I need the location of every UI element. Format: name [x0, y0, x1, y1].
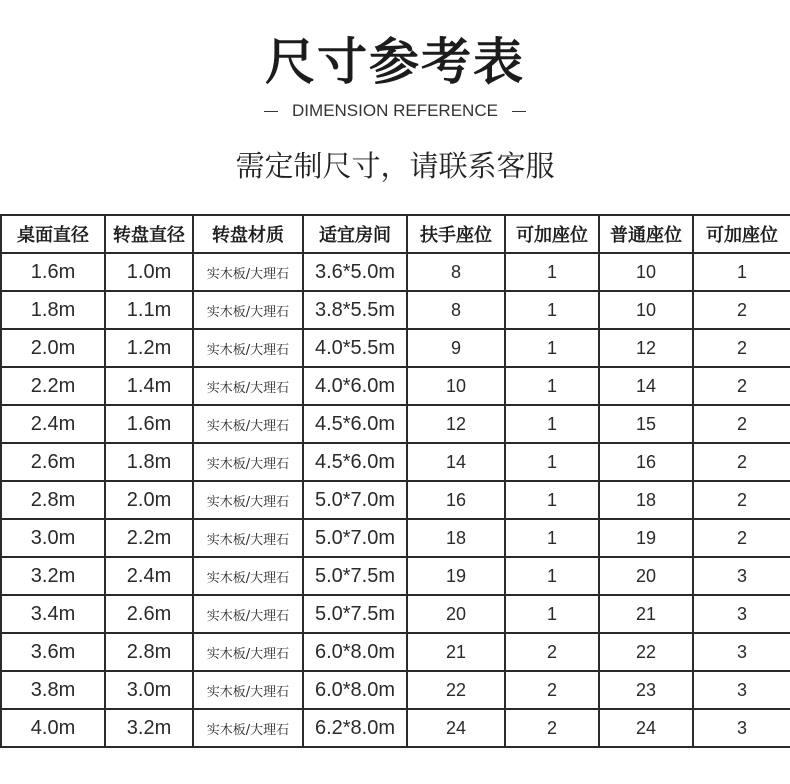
cell-table-diameter: 3.4m [1, 595, 105, 633]
cell-extra-seats-1: 1 [505, 367, 599, 405]
cell-extra-seats-1: 1 [505, 519, 599, 557]
cell-armchair-seats: 20 [407, 595, 505, 633]
table-row [1, 253, 790, 291]
cell-room-size: 4.0*5.5m [303, 329, 407, 367]
cell-extra-seats-2: 3 [693, 709, 790, 747]
custom-size-note: 需定制尺寸，请联系客服 [235, 149, 555, 183]
table-row [1, 329, 790, 367]
cell-room-size: 4.0*6.0m [303, 367, 407, 405]
cell-extra-seats-2: 3 [693, 557, 790, 595]
cell-turntable-material: 实木板/大理石 [193, 671, 303, 709]
cell-armchair-seats: 22 [407, 671, 505, 709]
cell-regular-seats: 22 [599, 633, 693, 671]
cell-turntable-material: 实木板/大理石 [193, 709, 303, 747]
cell-room-size: 6.0*8.0m [303, 671, 407, 709]
table-row [1, 443, 790, 481]
cell-extra-seats-1: 1 [505, 253, 599, 291]
cell-turntable-diameter: 1.8m [105, 443, 193, 481]
cell-extra-seats-1: 1 [505, 443, 599, 481]
cell-regular-seats: 21 [599, 595, 693, 633]
cell-turntable-material: 实木板/大理石 [193, 253, 303, 291]
table-header-row [1, 215, 790, 253]
table-row [1, 481, 790, 519]
cell-extra-seats-1: 1 [505, 405, 599, 443]
cell-extra-seats-1: 1 [505, 329, 599, 367]
header-armchair-seats: 扶手座位 [407, 215, 505, 253]
cell-extra-seats-2: 1 [693, 253, 790, 291]
cell-turntable-material: 实木板/大理石 [193, 557, 303, 595]
subtitle-right-dash [512, 111, 526, 112]
cell-armchair-seats: 12 [407, 405, 505, 443]
cell-turntable-diameter: 2.2m [105, 519, 193, 557]
cell-armchair-seats: 16 [407, 481, 505, 519]
cell-armchair-seats: 14 [407, 443, 505, 481]
cell-extra-seats-2: 2 [693, 481, 790, 519]
cell-extra-seats-1: 2 [505, 633, 599, 671]
cell-regular-seats: 23 [599, 671, 693, 709]
cell-extra-seats-1: 1 [505, 291, 599, 329]
cell-turntable-diameter: 1.1m [105, 291, 193, 329]
cell-table-diameter: 2.2m [1, 367, 105, 405]
header-extra-seats-2: 可加座位 [693, 215, 790, 253]
cell-turntable-diameter: 1.0m [105, 253, 193, 291]
cell-room-size: 3.8*5.5m [303, 291, 407, 329]
cell-extra-seats-1: 2 [505, 671, 599, 709]
table-row [1, 367, 790, 405]
cell-turntable-material: 实木板/大理石 [193, 519, 303, 557]
header-regular-seats: 普通座位 [599, 215, 693, 253]
cell-regular-seats: 19 [599, 519, 693, 557]
cell-room-size: 3.6*5.0m [303, 253, 407, 291]
page-title: 尺寸参考表 [265, 33, 525, 91]
cell-armchair-seats: 18 [407, 519, 505, 557]
cell-turntable-diameter: 1.6m [105, 405, 193, 443]
cell-room-size: 6.2*8.0m [303, 709, 407, 747]
header-extra-seats-1: 可加座位 [505, 215, 599, 253]
cell-room-size: 5.0*7.5m [303, 595, 407, 633]
cell-turntable-diameter: 1.2m [105, 329, 193, 367]
cell-room-size: 5.0*7.0m [303, 481, 407, 519]
cell-turntable-material: 实木板/大理石 [193, 595, 303, 633]
cell-extra-seats-2: 2 [693, 443, 790, 481]
cell-regular-seats: 10 [599, 291, 693, 329]
cell-extra-seats-1: 1 [505, 595, 599, 633]
cell-regular-seats: 16 [599, 443, 693, 481]
cell-turntable-diameter: 3.2m [105, 709, 193, 747]
cell-armchair-seats: 19 [407, 557, 505, 595]
cell-regular-seats: 24 [599, 709, 693, 747]
subtitle-left-dash [264, 111, 278, 112]
cell-regular-seats: 15 [599, 405, 693, 443]
table-row [1, 709, 790, 747]
cell-table-diameter: 1.8m [1, 291, 105, 329]
cell-extra-seats-2: 3 [693, 633, 790, 671]
cell-armchair-seats: 9 [407, 329, 505, 367]
cell-table-diameter: 3.0m [1, 519, 105, 557]
cell-turntable-diameter: 1.4m [105, 367, 193, 405]
cell-armchair-seats: 24 [407, 709, 505, 747]
dimension-table [0, 214, 790, 748]
cell-extra-seats-2: 3 [693, 595, 790, 633]
cell-extra-seats-2: 2 [693, 519, 790, 557]
cell-room-size: 4.5*6.0m [303, 405, 407, 443]
cell-turntable-diameter: 2.0m [105, 481, 193, 519]
cell-armchair-seats: 10 [407, 367, 505, 405]
cell-table-diameter: 2.6m [1, 443, 105, 481]
table-body [1, 253, 790, 747]
header-room-size: 适宜房间 [303, 215, 407, 253]
cell-extra-seats-1: 2 [505, 709, 599, 747]
cell-table-diameter: 1.6m [1, 253, 105, 291]
cell-turntable-material: 实木板/大理石 [193, 367, 303, 405]
table-row [1, 557, 790, 595]
cell-table-diameter: 2.0m [1, 329, 105, 367]
cell-room-size: 4.5*6.0m [303, 443, 407, 481]
cell-turntable-material: 实木板/大理石 [193, 633, 303, 671]
cell-regular-seats: 12 [599, 329, 693, 367]
cell-armchair-seats: 21 [407, 633, 505, 671]
cell-regular-seats: 20 [599, 557, 693, 595]
cell-room-size: 5.0*7.0m [303, 519, 407, 557]
cell-extra-seats-2: 2 [693, 329, 790, 367]
cell-extra-seats-2: 2 [693, 367, 790, 405]
header-table-diameter: 桌面直径 [1, 215, 105, 253]
cell-armchair-seats: 8 [407, 253, 505, 291]
cell-table-diameter: 3.2m [1, 557, 105, 595]
cell-turntable-diameter: 3.0m [105, 671, 193, 709]
cell-turntable-diameter: 2.8m [105, 633, 193, 671]
table-row [1, 291, 790, 329]
cell-extra-seats-2: 3 [693, 671, 790, 709]
cell-table-diameter: 3.8m [1, 671, 105, 709]
cell-turntable-diameter: 2.4m [105, 557, 193, 595]
cell-extra-seats-2: 2 [693, 291, 790, 329]
cell-turntable-material: 实木板/大理石 [193, 405, 303, 443]
cell-turntable-material: 实木板/大理石 [193, 329, 303, 367]
cell-extra-seats-1: 1 [505, 557, 599, 595]
cell-armchair-seats: 8 [407, 291, 505, 329]
header-turntable-material: 转盘材质 [193, 215, 303, 253]
cell-regular-seats: 14 [599, 367, 693, 405]
cell-extra-seats-1: 1 [505, 481, 599, 519]
cell-room-size: 5.0*7.5m [303, 557, 407, 595]
cell-regular-seats: 10 [599, 253, 693, 291]
cell-regular-seats: 18 [599, 481, 693, 519]
cell-turntable-material: 实木板/大理石 [193, 481, 303, 519]
cell-table-diameter: 3.6m [1, 633, 105, 671]
cell-turntable-material: 实木板/大理石 [193, 291, 303, 329]
table-row [1, 633, 790, 671]
table-row [1, 671, 790, 709]
cell-table-diameter: 4.0m [1, 709, 105, 747]
table-row [1, 595, 790, 633]
header-turntable-diameter: 转盘直径 [105, 215, 193, 253]
subtitle-text: DIMENSION REFERENCE [292, 101, 498, 120]
page-subtitle [0, 98, 790, 124]
table-row [1, 519, 790, 557]
cell-table-diameter: 2.8m [1, 481, 105, 519]
cell-turntable-material: 实木板/大理石 [193, 443, 303, 481]
table-row [1, 405, 790, 443]
cell-room-size: 6.0*8.0m [303, 633, 407, 671]
cell-extra-seats-2: 2 [693, 405, 790, 443]
cell-turntable-diameter: 2.6m [105, 595, 193, 633]
cell-table-diameter: 2.4m [1, 405, 105, 443]
